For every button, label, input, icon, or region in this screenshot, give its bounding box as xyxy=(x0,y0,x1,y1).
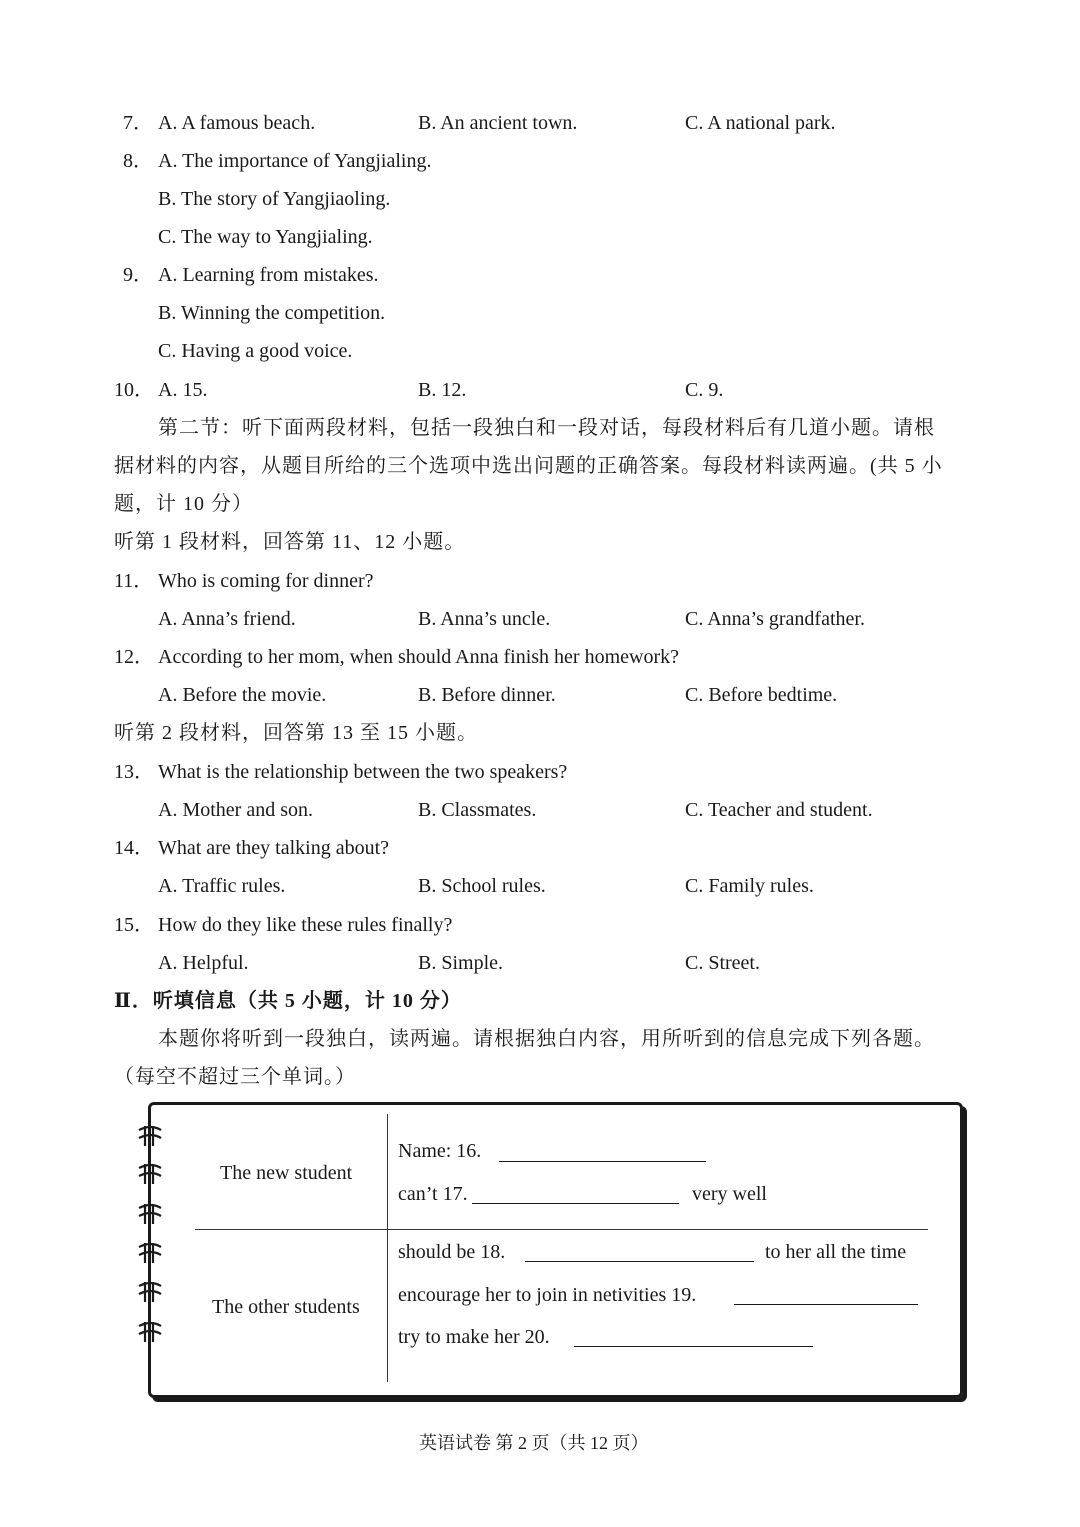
option-c: C. Before bedtime. xyxy=(685,684,838,706)
option-b: B. Anna’s uncle. xyxy=(418,608,551,630)
option-a: A. Learning from mistakes. xyxy=(158,264,379,286)
question-number: 9． xyxy=(123,264,153,286)
option-b: B. 12. xyxy=(418,379,467,401)
option-a: A. The importance of Yangjialing. xyxy=(158,150,432,172)
spiral-ring-icon xyxy=(135,1202,165,1226)
option-b: B. Winning the competition. xyxy=(158,302,386,324)
blank-19-label: encourage her to join in netivities 19. xyxy=(398,1284,697,1306)
option-a: A. Anna’s friend. xyxy=(158,608,296,630)
row-label-other-students: The other students xyxy=(212,1296,360,1318)
blank-17-label: can’t 17. xyxy=(398,1183,468,1205)
question-number: 8． xyxy=(123,150,153,172)
option-c: C. The way to Yangjialing. xyxy=(158,226,373,248)
option-c: C. Street. xyxy=(685,952,760,974)
option-c: C. Anna’s grandfather. xyxy=(685,608,865,630)
page-footer: 英语试卷 第 2 页（共 12 页） xyxy=(419,1433,649,1453)
option-b: B. School rules. xyxy=(418,875,546,897)
option-c: C. Family rules. xyxy=(685,875,814,897)
question-stem: What is the relationship between the two speakers? xyxy=(158,761,568,783)
option-c: C. Having a good voice. xyxy=(158,340,353,362)
question-stem: Who is coming for dinner? xyxy=(158,570,374,592)
option-a: A. 15. xyxy=(158,379,208,401)
blank-18-line[interactable] xyxy=(525,1261,754,1262)
question-number: 14． xyxy=(114,837,154,859)
spiral-ring-icon xyxy=(135,1280,165,1304)
question-stem: What are they talking about? xyxy=(158,837,390,859)
question-number: 15． xyxy=(114,914,154,936)
question-number: 12． xyxy=(114,646,154,668)
option-a: A. Helpful. xyxy=(158,952,249,974)
spiral-ring-icon xyxy=(135,1162,165,1186)
spiral-ring-icon xyxy=(135,1124,165,1148)
row-label-new-student: The new student xyxy=(220,1162,353,1184)
option-a: A. Mother and son. xyxy=(158,799,313,821)
blank-20-label: try to make her 20. xyxy=(398,1326,550,1348)
blank-16-line[interactable] xyxy=(499,1161,706,1162)
section-intro-line: 题，计 10 分） xyxy=(114,493,253,515)
blank-19-line[interactable] xyxy=(734,1304,918,1305)
part-2-instruction: 本题你将听到一段独白，读两遍。请根据独白内容，用所听到的信息完成下列各题。 xyxy=(158,1028,935,1050)
option-a: A. Traffic rules. xyxy=(158,875,286,897)
table-row-divider xyxy=(195,1229,928,1230)
blank-20-line[interactable] xyxy=(574,1346,813,1347)
section-intro-line: 第二节：听下面两段材料，包括一段独白和一段对话，每段材料后有几道小题。请根 xyxy=(158,417,935,439)
question-stem: According to her mom, when should Anna finish her homework? xyxy=(158,646,680,668)
blank-18-suffix: to her all the time xyxy=(765,1241,907,1263)
option-b: B. Classmates. xyxy=(418,799,537,821)
material-2-note: 听第 2 段材料，回答第 13 至 15 小题。 xyxy=(114,722,478,744)
blank-17-suffix: very well xyxy=(692,1183,767,1205)
question-stem: How do they like these rules finally? xyxy=(158,914,453,936)
question-number: 11． xyxy=(114,570,154,592)
option-c: C. 9. xyxy=(685,379,724,401)
question-number: 10． xyxy=(114,379,154,401)
blank-18-label: should be 18. xyxy=(398,1241,506,1263)
question-number: 13． xyxy=(114,761,154,783)
part-2-heading: Ⅱ．听填信息（共 5 小题，计 10 分） xyxy=(114,990,462,1012)
option-b: B. Before dinner. xyxy=(418,684,556,706)
option-c: C. A national park. xyxy=(685,112,836,134)
spiral-ring-icon xyxy=(135,1320,165,1344)
material-1-note: 听第 1 段材料，回答第 11、12 小题。 xyxy=(114,531,466,553)
blank-16-label: Name: 16. xyxy=(398,1140,482,1162)
option-a: A. A famous beach. xyxy=(158,112,316,134)
option-b: B. Simple. xyxy=(418,952,504,974)
spiral-ring-icon xyxy=(135,1241,165,1265)
section-intro-line: 据材料的内容，从题目所给的三个选项中选出问题的正确答案。每段材料读两遍。(共 5 小 xyxy=(114,455,943,477)
blank-17-line[interactable] xyxy=(472,1203,679,1204)
option-c: C. Teacher and student. xyxy=(685,799,873,821)
option-a: A. Before the movie. xyxy=(158,684,327,706)
option-b: B. An ancient town. xyxy=(418,112,578,134)
option-b: B. The story of Yangjiaoling. xyxy=(158,188,391,210)
part-2-instruction: （每空不超过三个单词。） xyxy=(114,1066,356,1088)
question-number: 7． xyxy=(123,112,153,134)
table-column-divider xyxy=(387,1114,388,1382)
